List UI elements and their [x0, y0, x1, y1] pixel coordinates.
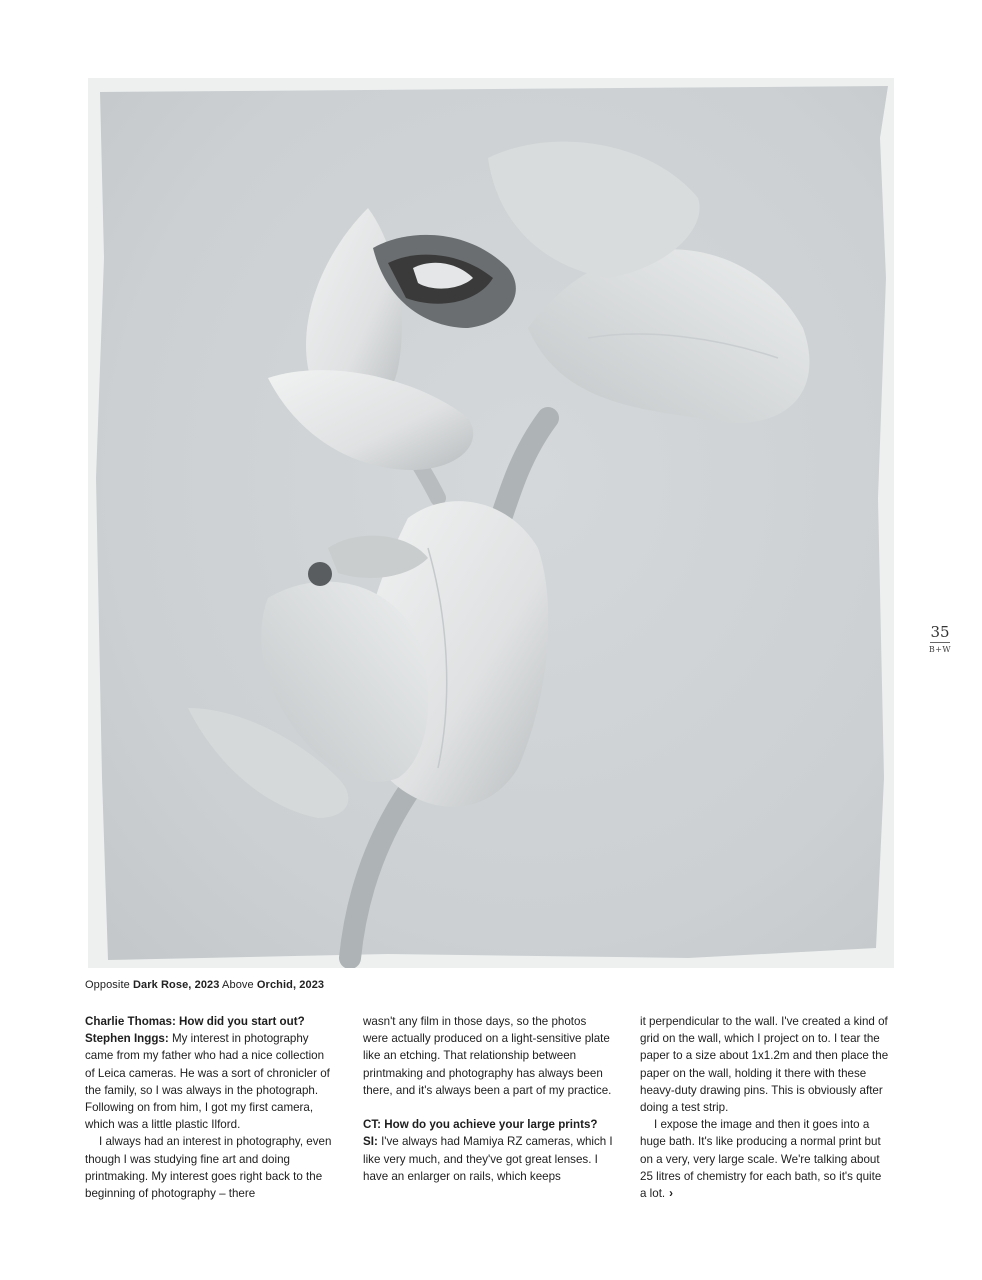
- page-number: 35: [930, 623, 950, 641]
- caption-title-dark-rose: Dark Rose, 2023: [132, 979, 220, 991]
- paragraph: I always had an interest in photography, even though I was studying fine art and doing printmaking. My interest goes right back to the beginning of photography – there: [85, 1135, 332, 1201]
- caption-title-orchid: Orchid, 2023: [256, 979, 325, 991]
- caption-prefix-above: Above: [222, 979, 254, 991]
- paragraph: [640, 1116, 890, 1202]
- answer-1-text: My interest in photography came from my father who had a nice collection of Leica cameras. He was a sort of chronicler of the family, so I was always in the photograph. Following on from him, I got my first camera, which was a little plastic Ilford.: [85, 1032, 330, 1132]
- paragraph: it perpendicular to the wall. I've created a kind of grid on the wall, which I project on to. I tear the paper to a size about 1x1.2m and then place the paper on the wall, holding it there with these heavy-duty drawing pins. This is obviously after doing a test strip.: [640, 1015, 889, 1115]
- article-column-2: [363, 1013, 613, 1185]
- speaker-label: Stephen Inggs:: [85, 1032, 169, 1046]
- image-caption: [85, 979, 324, 991]
- speaker-label: SI:: [363, 1135, 378, 1149]
- answer-1: [85, 1030, 335, 1133]
- answer-2-text: I've always had Mamiya RZ cameras, which I like very much, and they've got great lenses. I have an enlarger on rails, which keeps: [363, 1135, 613, 1183]
- question-2: CT: How do you achieve your large prints?: [363, 1118, 598, 1132]
- bud-tip: [308, 562, 332, 586]
- page-marker-rule: [930, 642, 950, 643]
- article-column-1: [85, 1013, 335, 1202]
- caption-prefix-opposite: Opposite: [85, 979, 130, 991]
- article-column-3: [640, 1013, 890, 1202]
- paragraph-text: I expose the image and then it goes into a huge bath. It's like producing a normal print but on a very, very large scale. We're talking about 25 litres of chemistry for each bath, so it's quite a lot.: [640, 1118, 882, 1201]
- page-marker: [928, 623, 952, 655]
- orchid-photograph: [88, 78, 894, 968]
- magazine-mark: B+W: [928, 645, 952, 654]
- continue-arrow-icon: ›: [669, 1187, 674, 1201]
- answer-2: [363, 1133, 613, 1185]
- question-1: Charlie Thomas: How did you start out?: [85, 1015, 305, 1028]
- paragraph: wasn't any film in those days, so the photos were actually produced on a light-sensitive plate like an etching. That relationship between printmaking and photography has always been there, and it's always been a part of my practice.: [363, 1015, 612, 1097]
